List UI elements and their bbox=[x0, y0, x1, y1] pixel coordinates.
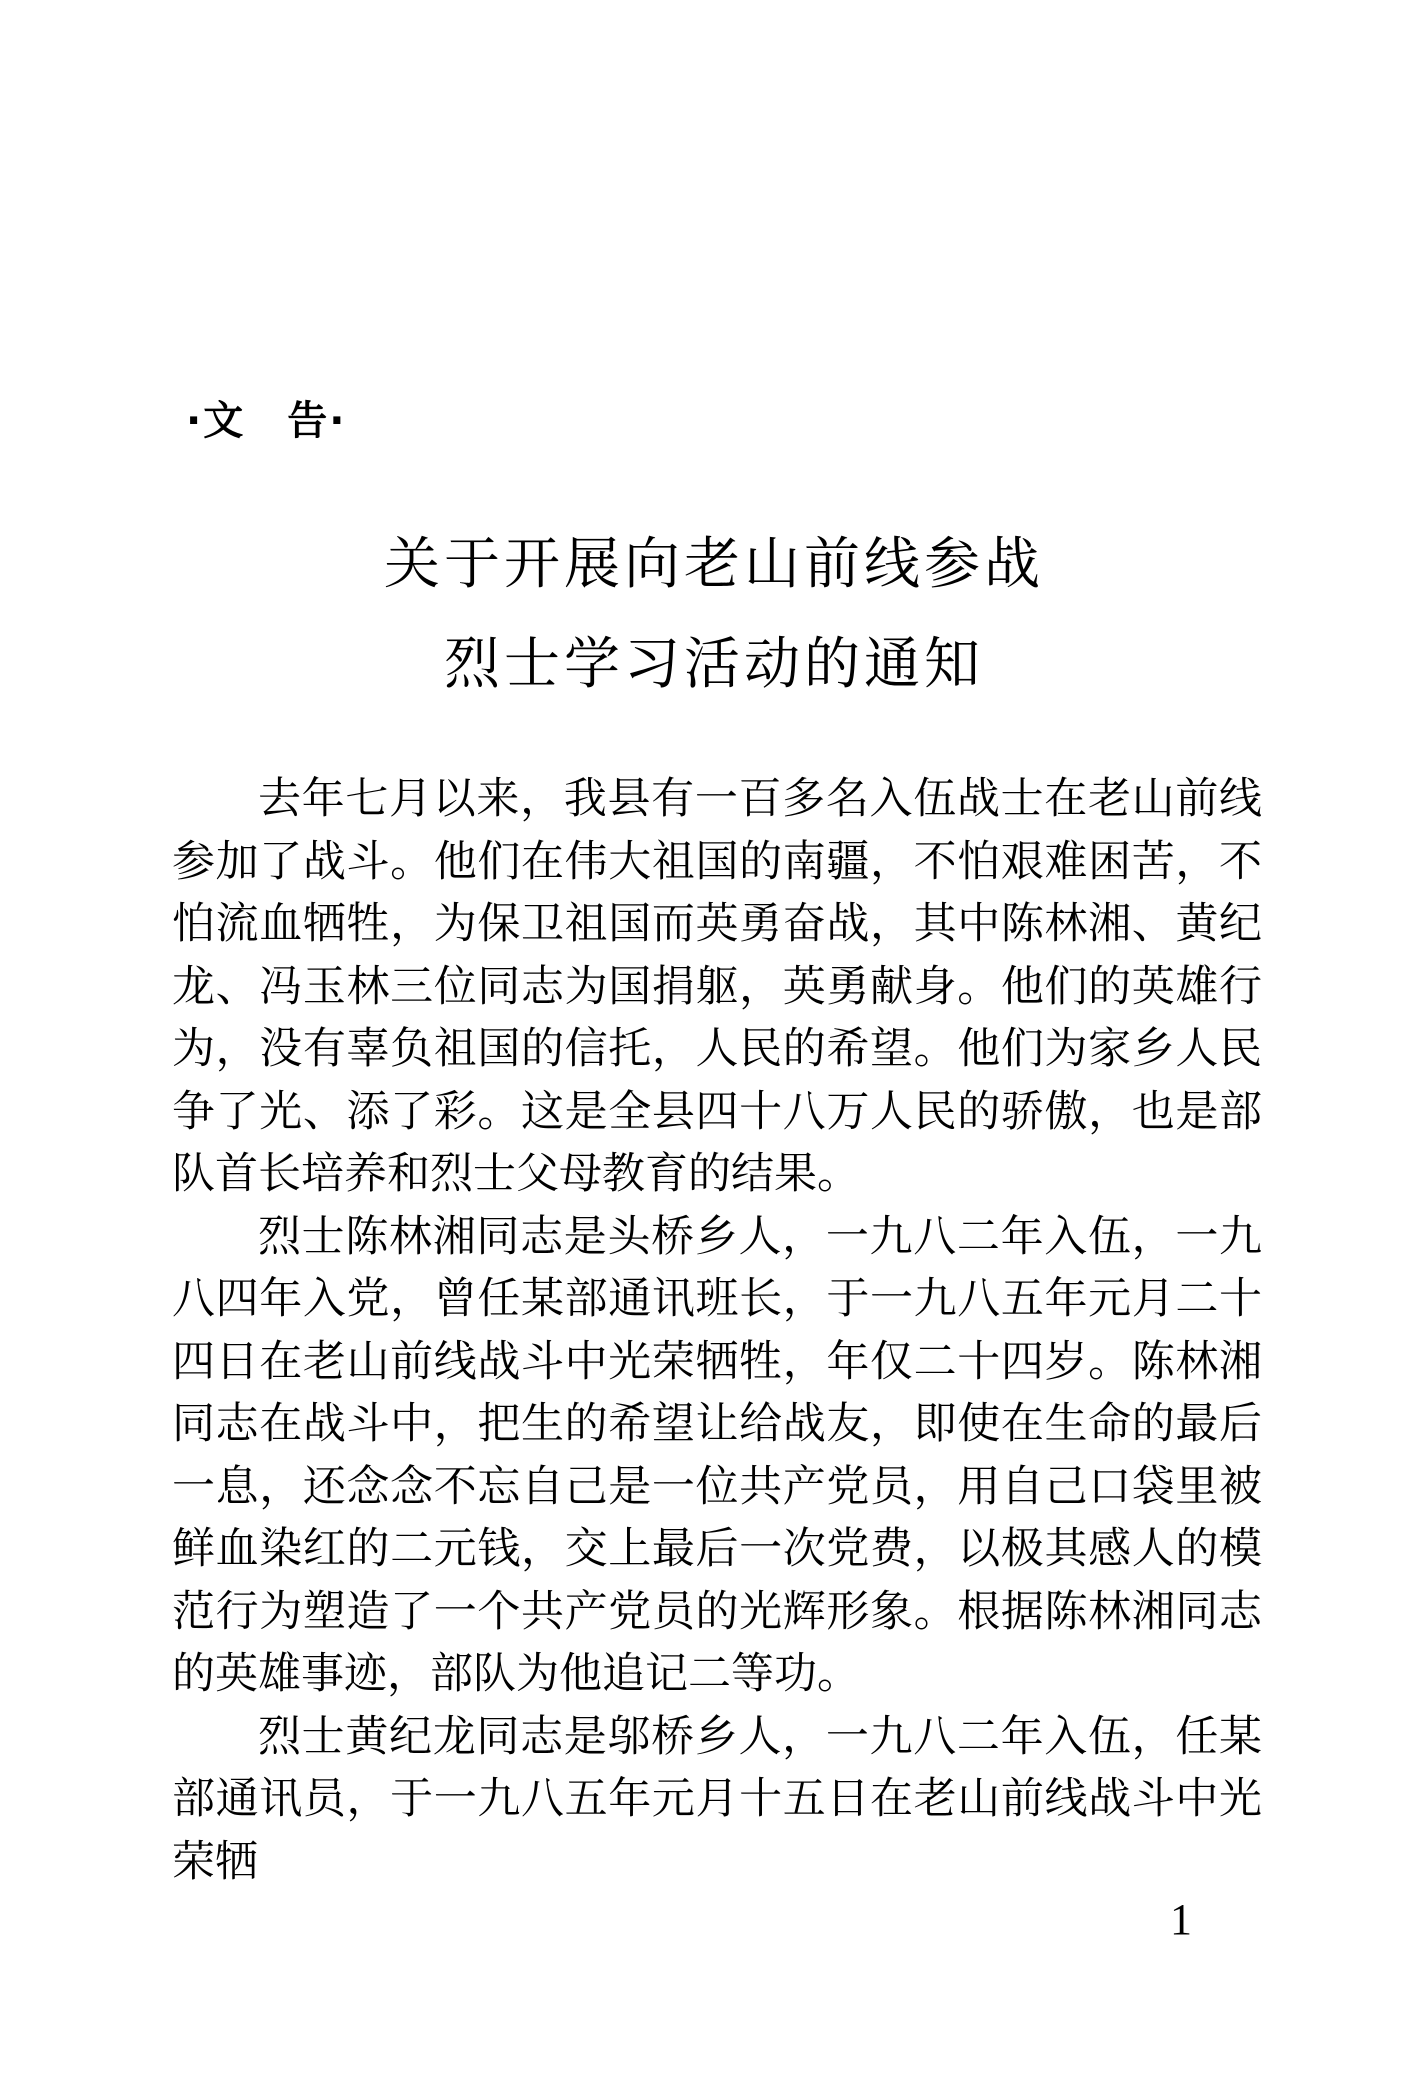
title-line-2: 烈士学习活动的通知 bbox=[444, 632, 984, 697]
paragraph: 去年七月以来，我县有一百多名入伍战士在老山前线参加了战斗。他们在伟大祖国的南疆，不怕艰难困苦，不怕流血牺牲，为保卫祖国而英勇奋战，其中陈林湘、黄纪龙、冯玉林三位同志为国捐躯，英勇献身。他们的英雄行为，没有辜负祖国的信托，人民的希望。他们为家乡人民争了光、添了彩。这是全县四十八万人民的骄傲，也是部队首长培养和烈士父母教育的结果。 bbox=[172, 774, 1262, 1199]
paragraph: 烈士黄纪龙同志是邬桥乡人，一九八二年入伍，任某部通讯员，于一九八五年元月十五日在老山前线战斗中光荣牺 bbox=[172, 1711, 1262, 1887]
title-line-1: 关于开展向老山前线参战 bbox=[384, 532, 1044, 597]
section-tag: ·文 告· bbox=[186, 398, 347, 444]
body-text bbox=[172, 768, 1262, 1893]
paragraph: 烈士陈林湘同志是头桥乡人，一九八二年入伍，一九八四年入党，曾任某部通讯班长，于一九八五年元月二十四日在老山前线战斗中光荣牺牲，年仅二十四岁。陈林湘同志在战斗中，把生的希望让给战友，即使在生命的最后一息，还念念不忘自己是一位共产党员，用自己口袋里被鲜血染红的二元钱，交上最后一次党费，以极其感人的模范行为塑造了一个共产党员的光辉形象。根据陈林湘同志的英雄事迹，部队为他追记二等功。 bbox=[172, 1211, 1262, 1699]
page-number: 1 bbox=[1170, 1895, 1192, 1944]
